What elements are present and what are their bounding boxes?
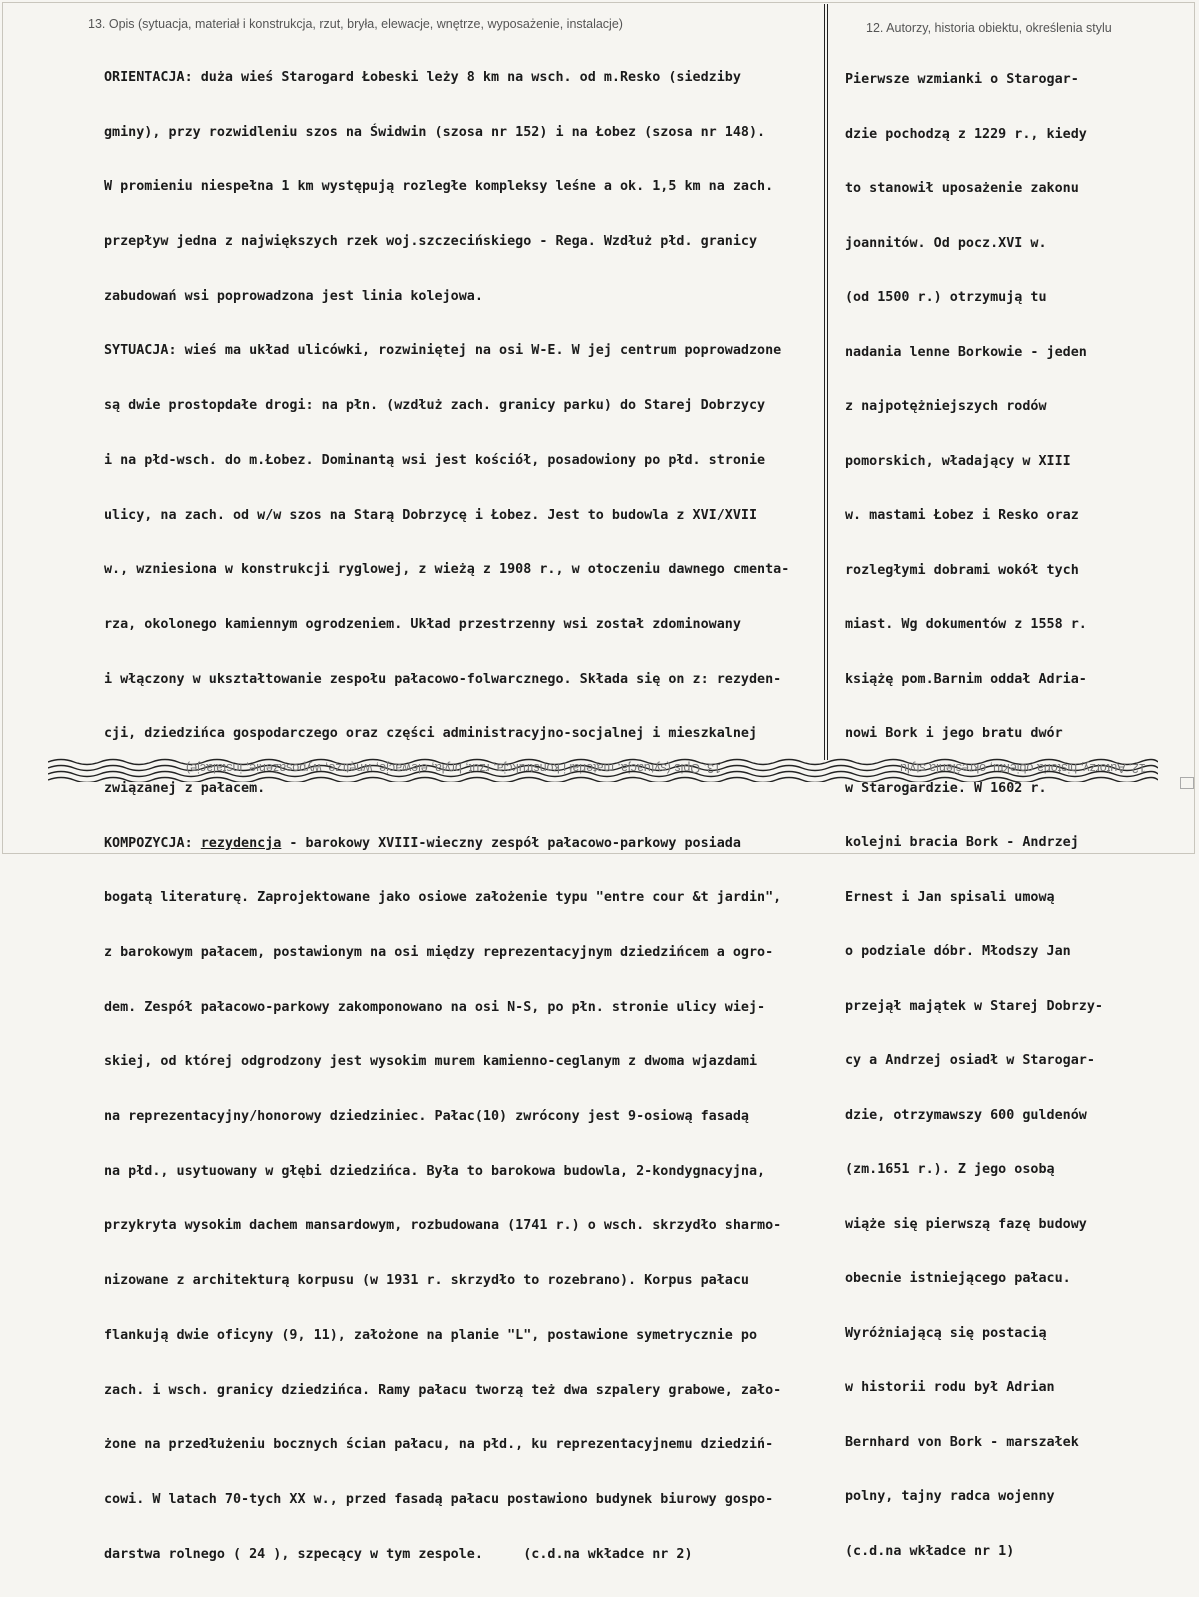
history-line: Ernest i Jan spisali umową (845, 889, 1055, 905)
text-line: i na płd-wsch. do m.Łobez. Dominantą wsi jest kościół, posadowiony po płd. stronie (104, 452, 766, 468)
column-divider (824, 4, 828, 760)
history-line: to stanowił uposażenie zakonu (845, 181, 1079, 196)
history-line: z najpotężniejszych rodów (845, 399, 1047, 414)
text-line: z barokowym pałacem, postawionym na osi między reprezentacyjnym dziedzińcem a ogro- (104, 945, 774, 960)
history-line: wiąże się pierwszą fazę budowy (845, 1216, 1087, 1232)
text-line: flankują dwie oficyny (9, 11), założone na planie "L", postawione symetrycznie po (104, 1327, 758, 1343)
history-line: (c.d.na wkładce nr 1) (845, 1543, 1015, 1559)
history-line: w historii rodu był Adrian (845, 1380, 1055, 1395)
text-line: cowi. W latach 70-tych XX w., przed fasadą pałacu postawiono budynek biurowy gospo- (104, 1491, 774, 1507)
text-line: na płd., usytuowany w głębi dziedzińca. Była to barokowa budowla, 2-kondygnacyjna, (104, 1163, 766, 1179)
history-line: Wyróżniającą się postacią (845, 1325, 1047, 1341)
text-line: przykryta wysokim dachem mansardowym, rozbudowana (1741 r.) o wsch. skrzydło sharmo- (104, 1218, 782, 1234)
text-line: ORIENTACJA: duża wieś Starogard Łobeski leży 8 km na wsch. od m.Resko (siedziby (104, 70, 741, 85)
text-line: bogatą literaturę. Zaprojektowane jako osiowe założenie typu "entre cour &t jardin", (104, 890, 782, 906)
history-line: cy a Andrzej osiadł w Starogar- (845, 1053, 1095, 1068)
text-line: dem. Zespół pałacowo-parkowy zakomponowano na osi N-S, po płn. stronie ulicy wiej- (104, 999, 766, 1015)
history-line: joannitów. Od pocz.XVI w. (845, 235, 1047, 251)
section-13-heading: 13. Opis (sytuacja, materiał i konstrukcja, rzut, bryła, elewacje, wnętrze, wyposażenie, instalacje) (88, 17, 623, 31)
mirrored-heading-12: 12. Autorzy, historia obiektu, określenia stylu (900, 761, 1146, 775)
text-line: W promieniu niespełna 1 km występują rozległe kompleksy leśne a ok. 1,5 km na zach. (104, 179, 774, 195)
text-line: żone na przedłużeniu bocznych ścian pałacu, na płd., ku reprezentacyjnemu dziedziń- (104, 1437, 774, 1453)
text-line: KOMPOZYCJA: rezydencja - barokowy XVIII-wieczny zespół pałacowo-parkowy posiada (104, 835, 741, 851)
history-line: nadania lenne Borkowie - jeden (845, 344, 1087, 360)
mirrored-heading-13: 13. Opis (sytuacja, materiał i konstrukcja, rzut, bryła, elewacje, wnętrze, wyposażenie, instalacje) (186, 761, 721, 775)
text-line: są dwie prostopdałe drogi: na płn. (wzdłuż zach. granicy parku) do Starej Dobrzycy (104, 398, 766, 414)
text-line: gminy), przy rozwidleniu szos na Świdwin (szosa nr 152) i na Łobez (szosa nr 148). (104, 124, 766, 140)
text-line: rza, okolonego kamiennym ogrodzeniem. Układ przestrzenny wsi został zdominowany (104, 616, 741, 632)
orientacja-label: ORIENTACJA: (104, 70, 193, 85)
history-line: dzie pochodzą z 1229 r., kiedy (845, 126, 1087, 142)
history-line: (zm.1651 r.). Z jego osobą (845, 1162, 1055, 1177)
text-line: darstwa rolnego ( 24 ), szpecący w tym zespole. (c.d.na wkładce nr 2) (104, 1546, 693, 1562)
history-line: książę pom.Barnim oddał Adria- (845, 671, 1087, 687)
history-line: dzie, otrzymawszy 600 guldenów (845, 1107, 1087, 1123)
kompozycja-label: KOMPOZYCJA: (104, 835, 193, 851)
text-line: przepływ jedna z największych rzek woj.szczecińskiego - Rega. Wzdłuż płd. granicy (104, 234, 758, 250)
history-line: Bernhard von Bork - marszałek (845, 1434, 1079, 1450)
description-column (104, 36, 789, 1597)
history-line: kolejni bracia Bork - Andrzej (845, 835, 1079, 850)
text-line: związanej z pałacem. (104, 780, 266, 796)
text-line: zach. i wsch. granicy dziedzińca. Ramy pałacu tworzą też dwa szpalery grabowe, zało- (104, 1382, 782, 1398)
text-line: nizowane z architekturą korpusu (w 1931 r. skrzydło to rozebrano). Korpus pałacu (104, 1273, 749, 1289)
history-line: pomorskich, władający w XIII (845, 453, 1071, 469)
text-line: na reprezentacyjny/honorowy dziedziniec. Pałac(10) zwrócony jest 9-osiową fasadą (104, 1109, 749, 1125)
text-line: w., wzniesiona w konstrukcji ryglowej, z wieżą z 1908 r., w otoczeniu dawnego cmenta- (104, 562, 790, 578)
history-line: w. mastami Łobez i Resko oraz (845, 508, 1079, 523)
text-line: ulicy, na zach. od w/w szos na Starą Dobrzycę i Łobez. Jest to budowla z XVI/XVII (104, 507, 758, 523)
history-line: obecnie istniejącego pałacu. (845, 1271, 1071, 1286)
text-line: skiej, od której odgrodzony jest wysokim murem kamienno-ceglanym z dwoma wjazdami (104, 1054, 758, 1070)
history-line: Pierwsze wzmianki o Starogar- (845, 72, 1079, 87)
history-line: nowi Bork i jego bratu dwór (845, 726, 1063, 741)
history-line: miast. Wg dokumentów z 1558 r. (845, 617, 1087, 632)
text-line: cji, dziedzińca gospodarczego oraz części administracyjno-socjalnej i mieszkalnej (104, 726, 758, 742)
text-line: i włączony w ukształtowanie zespołu pałacowo-folwarcznego. Składa się on z: rezyden- (104, 671, 782, 687)
history-line: w Starogardzie. W 1602 r. (845, 780, 1047, 796)
history-column (845, 38, 1103, 1594)
sytuacja-label: SYTUACJA: (104, 343, 177, 359)
corner-mark (1180, 777, 1194, 789)
history-line: o podziale dóbr. Młodszy Jan (845, 944, 1071, 959)
history-line: (od 1500 r.) otrzymują tu (845, 290, 1047, 305)
text-line: SYTUACJA: wieś ma układ ulicówki, rozwiniętej na osi W-E. W jej centrum poprowadzone (104, 343, 782, 359)
text-line: zabudowań wsi poprowadzona jest linia kolejowa. (104, 288, 483, 304)
history-line: przejął majątek w Starej Dobrzy- (845, 998, 1103, 1014)
rezydencja-underlined: rezydencja (200, 835, 282, 851)
history-line: rozległymi dobrami wokół tych (845, 562, 1079, 578)
section-12-heading: 12. Autorzy, historia obiektu, określenia stylu (866, 21, 1112, 35)
history-line: polny, tajny radca wojenny (845, 1489, 1055, 1504)
